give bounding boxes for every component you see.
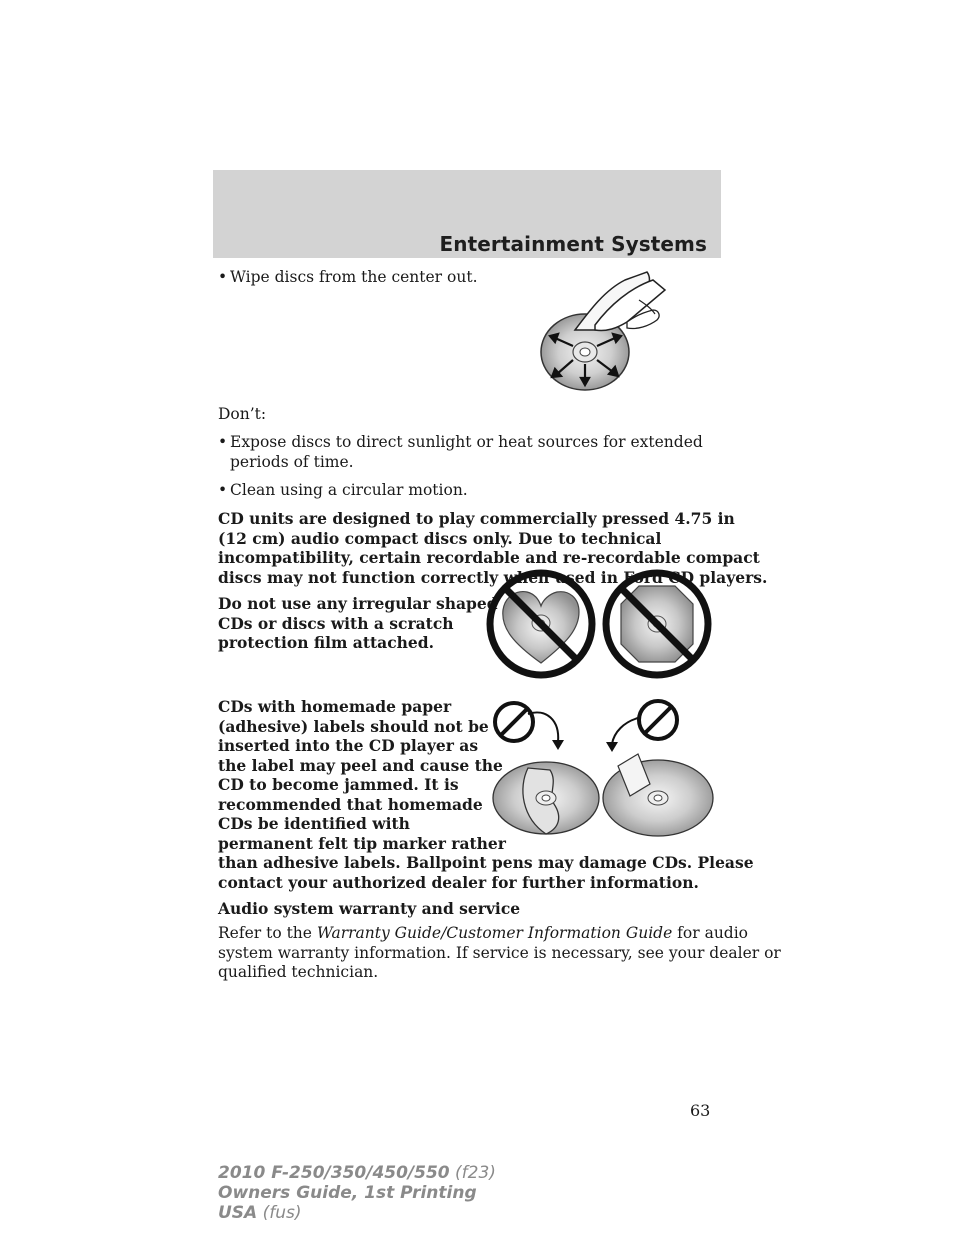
section-header-band — [213, 170, 721, 258]
labels-line: CDs with homemade paper — [218, 697, 452, 716]
warranty-suffix: for audio — [672, 924, 749, 942]
labels-line: (adhesive) labels should not be — [218, 716, 489, 736]
wipe-disc-illustration — [535, 270, 680, 395]
bullet-circular-motion: Clean using a circular motion. — [230, 481, 468, 499]
warranty-heading: Audio system warranty and service — [218, 899, 521, 918]
bullet-marker: • — [218, 433, 228, 451]
bullet-marker: • — [218, 481, 228, 499]
irregular-line: Do not use any irregular shaped — [218, 594, 498, 613]
labels-line: inserted into the CD player as — [218, 736, 479, 755]
labels-line: than adhesive labels. Ballpoint pens may damage CDs. Please — [218, 853, 754, 872]
footer-guide: Owners Guide, 1st Printing — [218, 1183, 477, 1203]
bullet-expose-discs: Expose discs to direct sunlight or heat sources for extended periods of time. — [230, 433, 703, 471]
dont-heading: Don’t: — [218, 405, 267, 423]
footer-model-code: (f23) — [449, 1163, 496, 1183]
footer-region: USA — [218, 1203, 258, 1223]
irregular-line: CDs or discs with a scratch — [218, 613, 454, 633]
label-disc-icon — [603, 718, 713, 836]
footer-region-code: (fus) — [257, 1203, 302, 1223]
warranty-paragraph-line: system warranty information. If service is necessary, see your dealer or — [218, 943, 781, 962]
bullet-wipe-discs: Wipe discs from the center out. — [230, 268, 478, 286]
footer-model: 2010 F-250/350/450/550 — [218, 1163, 450, 1183]
warranty-prefix: Refer to the — [218, 924, 317, 942]
page-number: 63 — [690, 1101, 711, 1120]
prohibited-icon — [639, 701, 677, 739]
section-title: Entertainment Systems — [439, 232, 707, 256]
adhesive-label-discs-prohibited-illustration — [488, 698, 718, 838]
peeling-label-disc-icon — [493, 712, 599, 834]
irregular-line: protection film attached. — [218, 633, 435, 652]
cd-units-line: discs may not function correctly when used in Ford CD players. — [218, 567, 768, 587]
document-footer — [218, 1163, 496, 1223]
labels-line: CDs be identified with — [218, 814, 410, 833]
warranty-paragraph-line: qualified technician. — [218, 963, 379, 981]
labels-line: recommended that homemade — [218, 794, 483, 814]
warranty-paragraph-line — [218, 924, 748, 944]
cd-units-line: incompatibility, certain recordable and re-recordable compact — [218, 548, 760, 567]
labels-line: CD to become jammed. It is — [218, 775, 459, 794]
labels-line: permanent felt tip marker rather — [218, 833, 506, 853]
cd-units-line: CD units are designed to play commercially pressed 4.75 in — [218, 509, 735, 528]
labels-line: contact your authorized dealer for further information. — [218, 872, 699, 892]
prohibited-icon — [495, 703, 533, 741]
irregular-discs-prohibited-illustration — [483, 568, 715, 680]
cd-units-line: (12 cm) audio compact discs only. Due to technical — [218, 528, 662, 548]
warranty-guide-title: Warranty Guide/Customer Information Guide — [316, 924, 673, 942]
bullet-marker: • — [218, 268, 228, 286]
labels-line: the label may peel and cause the — [218, 755, 503, 775]
